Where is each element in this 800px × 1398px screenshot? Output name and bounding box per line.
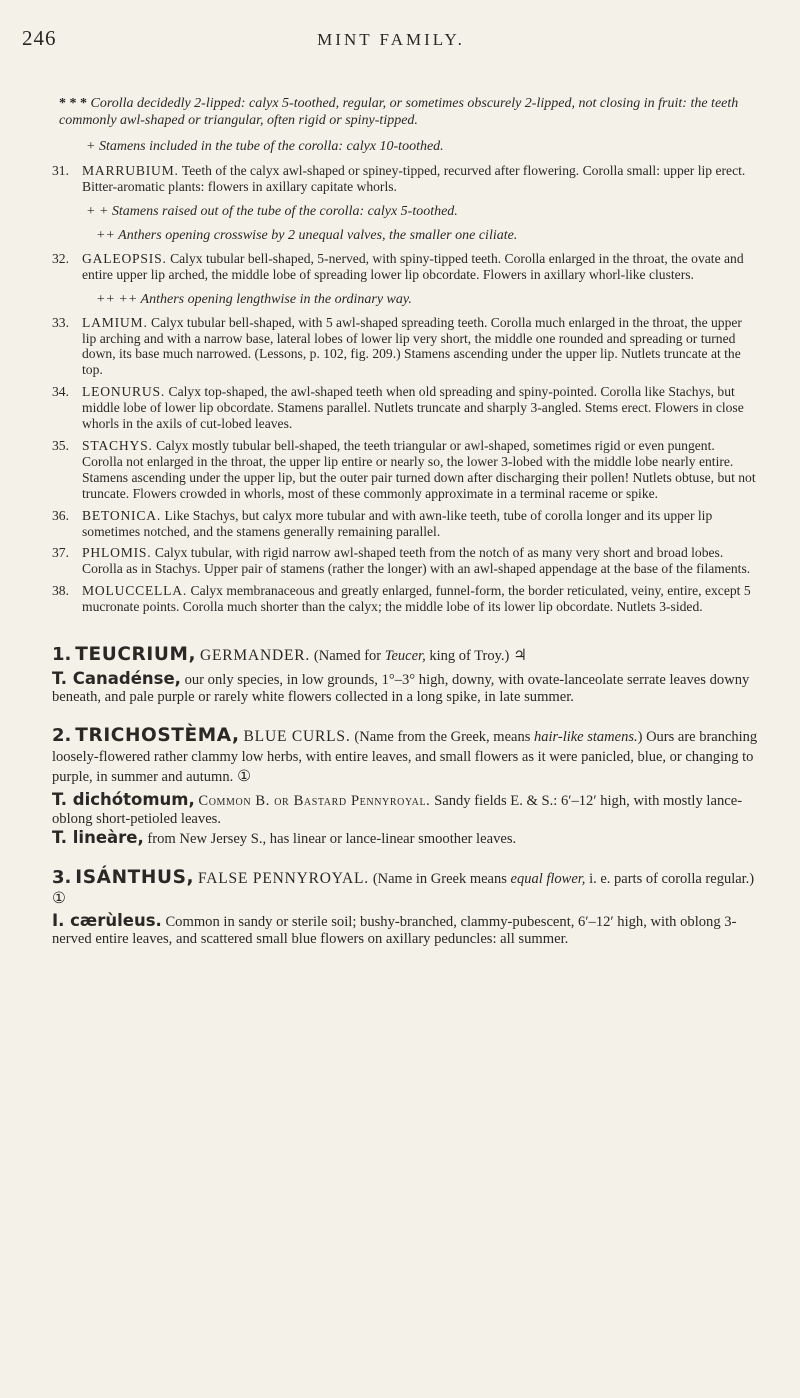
page-body [52,96,758,948]
entry-genus-name: TEUCRIUM, [75,644,197,666]
species-name: T. lineàre, [52,827,144,847]
genus-description [52,315,758,379]
species-text: Common in sandy or sterile soil; bushy-branched, clammy-pubescent, 6′–12′ high, with oblong 3-nerved entire leaves, and scattered small blue flowers on axillary peduncles: all summer. [52,914,737,948]
genus-text: Calyx tubular bell-shaped, with 5 awl-shaped spreading teeth. Corolla much enlarged in the throat, the upper lip arching and with a narrow base, lateral lobes of lower lip very short, the middle one rounded and spreading or turned down, its base much narrowed. (Lessons, p. 102, fig. 209.) Stamens ascending under the upper lip. Nutlets truncate at the top. [82,314,742,378]
genus-number: 31. [52,163,69,178]
species-text: from New Jersey S., has linear or lance-linear smoother leaves. [147,830,517,847]
duration-symbol: ① [237,768,251,786]
genus-name: LAMIUM. [82,314,148,330]
duration-symbol: ① [52,890,66,908]
running-header [22,18,760,58]
genus-text: Calyx membranaceous and greatly enlarged, funnel-form, the border reticulated, veiny, entire, except 5 mucronate points. Corolla much shorter than the calyx; the middle lobe of its lower lip obcordate. Nutlets 3-sided. [82,583,751,615]
genus-name: LEONURUS. [82,384,166,400]
genus-entry-heading [52,726,758,787]
entry-note [373,871,754,887]
species-common-name: Common B. or Bastard Pennyroyal. [198,793,431,810]
entry-genus-name: ISÁNTHUS, [75,867,195,889]
key-intro [59,96,758,129]
genus-text: Teeth of the calyx awl-shaped or spiney-tipped, recurved after flowering. Corolla small: upper lip erect. Bitter-aromatic plants: flowers in axillary capitate whorls. [82,163,746,194]
genus-entry-heading [52,868,758,908]
duration-symbol: ♃ [513,647,528,665]
genus-text: Calyx tubular bell-shaped, 5-nerved, with spiny-tipped teeth. Corolla enlarged in the throat, the ovate and entire upper lip arched, the middle lobe of spreading lower lip obcordate. Flowers in axillary whorl-like clusters. [82,250,744,282]
key-intro-text: Corolla decidedly 2-lipped: calyx 5-toothed, regular, or sometimes obscurely 2-lipped, not closing in fruit: the teeth commonly awl-shaped or triangular, often rigid or spiny-tipped. [59,96,739,128]
genus-description [52,438,758,502]
genus-text: Calyx top-shaped, the awl-shaped teeth when old spreading and spiny-pointed. Corolla like Stachys, but middle lobe of lower lip obcordate. Stamens parallel. Nutlets truncate and sharply 3-angled. Stems erect. Flowers in close whorls in the axils of cut-lobed leaves. [82,384,744,432]
genus-number: 36. [52,507,69,523]
genus-text: Calyx mostly tubular bell-shaped, the teeth triangular or awl-shaped, sometimes rigid or even pungent. Corolla not enlarged in the throat, the upper lip entire or nearly so, the lower 3-lobed with the middle lobe nearly entire. Stamens ascending under the upper lip, but the outer pair turned down after discharging their pollen! Nutlets obtuse, but not truncate. Flowers crowded in whorls, most of these commonly approximate in a terminal raceme or spike. [82,437,756,501]
genus-text: Calyx tubular, with rigid narrow awl-shaped teeth from the notch of as many very short and broad lobes. Corolla as in Stachys. Upper pair of stamens (rather the longer) with an awl-shaped appendage at the base of the filaments. [82,545,751,577]
species-name: I. cærùleus. [52,911,162,931]
key-subheading-a: + Stamens included in the tube of the corolla: calyx 10-toothed. [86,139,444,154]
species-entry [52,670,758,706]
entry-note-text: (Name in Greek means [372,871,511,888]
genus-description [52,384,758,432]
entry-note-italic: hair-like stamens. [533,729,638,746]
species-name: T. dichótomum, [52,790,195,810]
key-subheading-c: ++ Anthers opening crosswise by 2 unequal valves, the smaller one ciliate. [96,227,518,243]
entry-common-name: BLUE CURLS. [243,728,351,746]
genus-name: MOLUCCELLA. [82,583,188,599]
species-entry [52,791,758,827]
genus-description [52,545,758,577]
genus-text: Like Stachys, but calyx more tubular and with awn-like teeth, tube of corolla longer and its upper lip sometimes notched, and the stamens generally remaining parallel. [82,507,713,539]
genus-name: STACHYS. [82,437,153,453]
entry-genus-name: TRICHOSTÈMA, [75,725,240,747]
species-name: T. Canadénse, [52,669,181,689]
entry-note-italic: equal flower, [510,871,586,888]
genus-number: 34. [52,384,69,400]
running-title: MINT FAMILY. [317,30,465,49]
page-number: 246 [22,26,57,50]
species-entry [52,829,758,848]
genus-number: 32. [52,250,69,266]
genus-description [52,163,758,195]
entry-common-name: FALSE PENNYROYAL. [198,870,369,888]
key-intro-mark: * * * [59,96,87,111]
entry-note-text: (Named for [313,648,385,665]
entry-number: 1. [52,644,72,666]
genus-number: 38. [52,583,69,599]
entry-note-text: (Name from the Greek, means [354,729,534,746]
genus-name: MARRUBIUM. [82,163,179,178]
entry-note-text: ) Ours are branching loosely-flowered rather clammy low herbs, with entire leaves, and small flowers as it were panicled, blue, or changing to purple, in summer and autumn. [52,729,758,786]
species-text: our only species, in low grounds, 1°–3° high, downy, with ovate-lanceolate serrate leaves downy beneath, and pale purple or rarely white flowers collected in a long spike, in late summer. [52,672,750,706]
entry-number: 3. [52,867,72,889]
entry-number: 2. [52,725,72,747]
genus-number: 37. [52,545,69,561]
key-subheading-b: + + Stamens raised out of the tube of the corolla: calyx 5-toothed. [86,203,458,219]
entry-common-name: GERMANDER. [199,647,311,665]
genus-description [52,251,758,283]
genus-entry-heading [52,645,758,666]
genus-number: 35. [52,437,69,453]
genus-description [52,508,758,540]
genus-number: 33. [52,314,69,330]
genus-name: BETONICA. [82,507,162,523]
genus-description [52,583,758,615]
species-text: Sandy fields E. & S.: 6′–12′ high, with mostly lance-oblong short-petioled leaves. [52,793,743,827]
genus-name: PHLOMIS. [82,545,152,561]
entry-note-italic: Teucer, [384,648,426,665]
key-subheading-d: ++ ++ Anthers opening lengthwise in the ordinary way. [96,291,412,307]
entry-note-text: king of Troy.) [425,648,510,665]
entry-note [314,648,509,664]
entry-note-text: i. e. parts of corolla regular.) [585,871,755,888]
genus-name: GALEOPSIS. [82,250,167,266]
species-entry [52,912,758,948]
